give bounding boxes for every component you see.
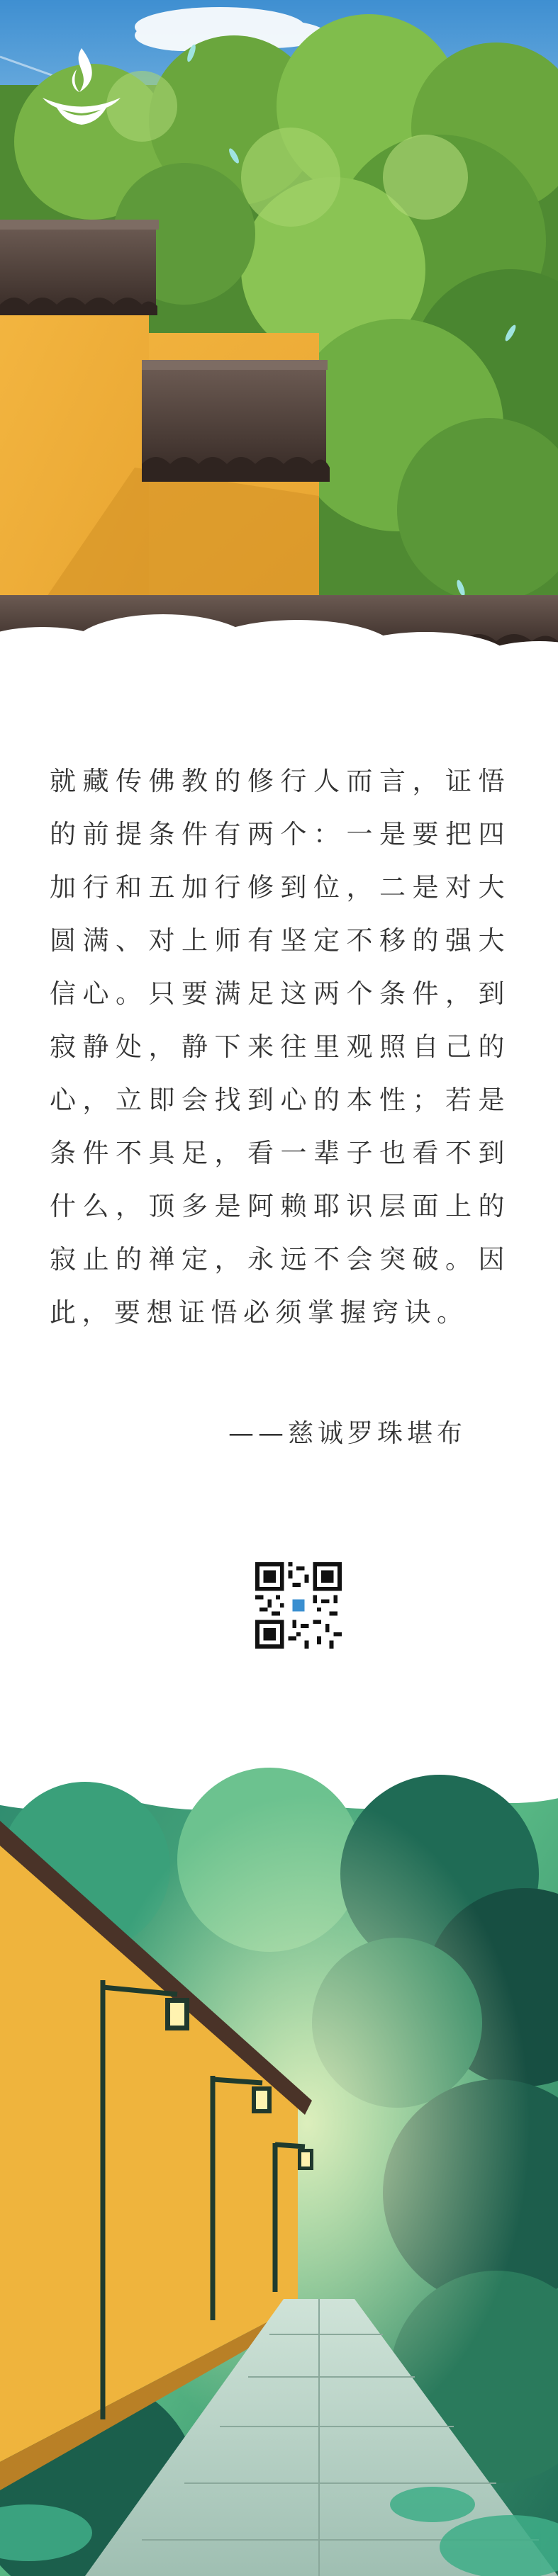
qr-code-icon[interactable] — [255, 1562, 342, 1649]
garden-path-scene — [0, 1753, 558, 2576]
quote-attribution: ——慈诚罗珠堪布 — [228, 1419, 467, 1448]
top-temple-illustration — [0, 0, 558, 694]
temple-wall-scene — [0, 0, 558, 694]
roof-tiles-left — [0, 220, 159, 315]
quote-block — [50, 755, 510, 1339]
bottom-garden-path-illustration — [0, 1753, 558, 2576]
quote-text: 就藏传佛教的修行人而言，证悟的前提条件有两个：一是要把四加行和五加行修到位，二是对大圆满、对上师有坚定不移的强大信心。只要满足这两个条件，到寂静处，静下来往里观照自己的心，立即会找到心的本性；若是条件不具足，看一辈子也看不到什么，顶多是阿赖耶识层面上的寂止的禅定，永远不会突破。因此，要想证悟必须掌握窍诀。 — [50, 766, 510, 1328]
roof-tiles-middle — [142, 360, 330, 482]
